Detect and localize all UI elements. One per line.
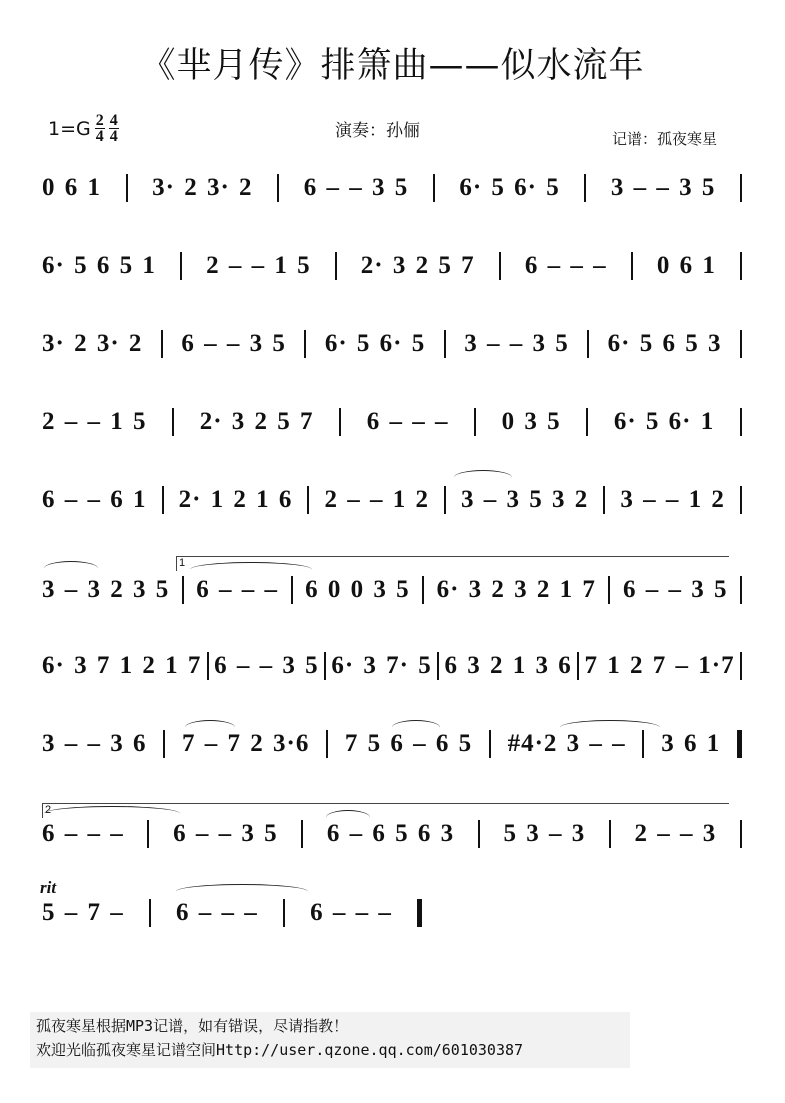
volta-number: 1 — [179, 557, 186, 569]
final-barline — [417, 899, 422, 927]
measure: 2· 1 2 1 6 — [178, 486, 293, 513]
measure: 7 5 6 – 6 5 — [344, 730, 473, 757]
score-row — [42, 328, 742, 360]
score-row — [42, 250, 742, 282]
barline — [609, 820, 611, 848]
key-label: 1=G — [48, 117, 91, 140]
measure: 5 3 – 3 — [503, 820, 586, 847]
barline — [277, 174, 279, 202]
barline — [149, 899, 151, 927]
barline — [304, 330, 306, 358]
barline — [586, 408, 588, 436]
measure: 6 – – 6 1 — [42, 486, 147, 513]
slur — [560, 720, 660, 735]
measure: 0 3 5 — [501, 408, 561, 435]
barline — [740, 252, 742, 280]
barline — [433, 174, 435, 202]
measure: 6 – – 3 5 — [181, 330, 286, 357]
barline — [207, 652, 209, 680]
barline — [740, 486, 742, 514]
barline — [499, 252, 501, 280]
tempo-mark: rit — [40, 878, 57, 897]
transcriber-credit: 记谱：孤夜寒星 — [612, 130, 718, 148]
score-row — [42, 650, 742, 682]
measure: 3 – – 3 5 — [610, 174, 716, 201]
measure: 6 – 6 5 6 3 — [326, 820, 455, 847]
measure: 3· 2 3· 2 — [42, 330, 143, 357]
barline — [161, 330, 163, 358]
barline — [740, 820, 742, 848]
barline — [740, 576, 742, 604]
slur — [44, 561, 98, 576]
barline — [584, 174, 586, 202]
score-row — [42, 484, 742, 516]
measure: 6 – – 3 5 — [173, 820, 278, 847]
measure: #4·2 3 – – — [507, 730, 626, 757]
measure: 6· 5 6· 5 — [459, 174, 560, 201]
measure: 0 6 1 — [656, 252, 716, 279]
measure: 6· 3 2 3 2 1 7 — [436, 576, 596, 603]
measure: 3 – – 3 5 — [464, 330, 569, 357]
measure: 2 – – 1 2 — [324, 486, 429, 513]
performer-credit: 演奏：孙俪 — [335, 121, 420, 141]
time-bottom: 4 — [109, 128, 118, 145]
measure: 6 – – – — [366, 408, 449, 435]
measure: 0 6 1 — [42, 174, 101, 201]
measure: 3 – 3 2 3 5 — [42, 576, 170, 603]
slur — [392, 720, 440, 735]
measure: 6 3 2 1 3 6 — [444, 652, 572, 679]
slur — [176, 884, 308, 899]
time-top: 4 — [109, 112, 118, 129]
barline — [577, 652, 579, 680]
barline — [444, 330, 446, 358]
measure: 3 – – 1 2 — [620, 486, 725, 513]
barline — [444, 486, 446, 514]
slur — [185, 720, 235, 735]
barline — [307, 486, 309, 514]
barline — [437, 652, 439, 680]
measure: 6· 3 7 1 2 1 7 — [42, 652, 202, 679]
barline — [489, 730, 491, 758]
measure: 5 – 7 – — [42, 899, 124, 926]
slur — [190, 562, 312, 577]
measure: 3 6 1 — [661, 730, 721, 757]
barline — [301, 820, 303, 848]
measure: 6 – – 3 5 — [303, 174, 409, 201]
page-title: 《芈月传》排箫曲——似水流年 — [140, 46, 645, 86]
barline — [182, 576, 184, 604]
barline — [608, 576, 610, 604]
score-row — [42, 172, 742, 204]
barline — [163, 730, 165, 758]
measure: 6· 5 6 5 1 — [42, 252, 156, 279]
measure: 6 – – 3 5 — [622, 576, 728, 603]
measure: 6 – – 3 5 — [214, 652, 319, 679]
footer-line-2: 欢迎光临孤夜寒星记谱空间Http://user.qzone.qq.com/601030387 — [36, 1041, 524, 1059]
measure: 2 – – 1 5 — [42, 408, 147, 435]
volta-number: 2 — [45, 804, 52, 816]
footer-note — [30, 1012, 630, 1068]
final-barline — [737, 730, 742, 758]
time-signature-4-4 — [109, 113, 119, 144]
barline — [631, 252, 633, 280]
barline — [339, 408, 341, 436]
time-bottom: 4 — [95, 128, 104, 145]
barline — [126, 174, 128, 202]
measure: 6 – – – — [310, 899, 392, 926]
measure: 6· 5 6 5 3 — [607, 330, 722, 357]
barline — [162, 486, 164, 514]
score-row — [42, 406, 742, 438]
measure: 6· 5 6· 5 — [324, 330, 426, 357]
measure: 6· 3 7· 5 — [331, 652, 432, 679]
slur — [454, 470, 512, 485]
barline — [740, 330, 742, 358]
measure: 6 – – – — [196, 576, 279, 603]
score-row — [42, 897, 422, 929]
score-row — [42, 818, 742, 850]
barline — [172, 408, 174, 436]
barline — [283, 899, 285, 927]
barline — [740, 408, 742, 436]
measure: 2 – – 3 — [634, 820, 717, 847]
barline — [324, 652, 326, 680]
barline — [740, 652, 742, 680]
measure: 7 1 2 7 – 1·7 — [584, 652, 735, 679]
measure: 3 – – 3 6 — [42, 730, 147, 757]
barline — [478, 820, 480, 848]
barline — [474, 408, 476, 436]
measure: 6 – – – — [42, 820, 124, 847]
measure: 6 – – – — [176, 899, 258, 926]
slur — [326, 810, 370, 825]
score-row — [42, 574, 742, 606]
barline — [335, 252, 337, 280]
measure: 7 – 7 2 3·6 — [182, 730, 310, 757]
measure: 3 – 3 5 3 2 — [461, 486, 589, 513]
measure: 6 0 0 3 5 — [305, 576, 410, 603]
barline — [147, 820, 149, 848]
time-top: 2 — [95, 112, 104, 129]
time-signature-2-4 — [95, 113, 105, 144]
slur — [44, 806, 180, 821]
measure: 6 – – – — [524, 252, 607, 279]
barline — [603, 486, 605, 514]
measure: 3· 2 3· 2 — [152, 174, 253, 201]
barline — [740, 174, 742, 202]
measure: 2· 3 2 5 7 — [199, 408, 314, 435]
barline — [180, 252, 182, 280]
barline — [291, 576, 293, 604]
key-signature — [48, 113, 119, 144]
barline — [326, 730, 328, 758]
measure: 6· 5 6· 1 — [613, 408, 715, 435]
measure: 2· 3 2 5 7 — [360, 252, 475, 279]
barline — [587, 330, 589, 358]
measure: 2 – – 1 5 — [206, 252, 311, 279]
barline — [422, 576, 424, 604]
footer-line-1: 孤夜寒星根据MP3记谱，如有错误，尽请指教！ — [36, 1017, 349, 1035]
